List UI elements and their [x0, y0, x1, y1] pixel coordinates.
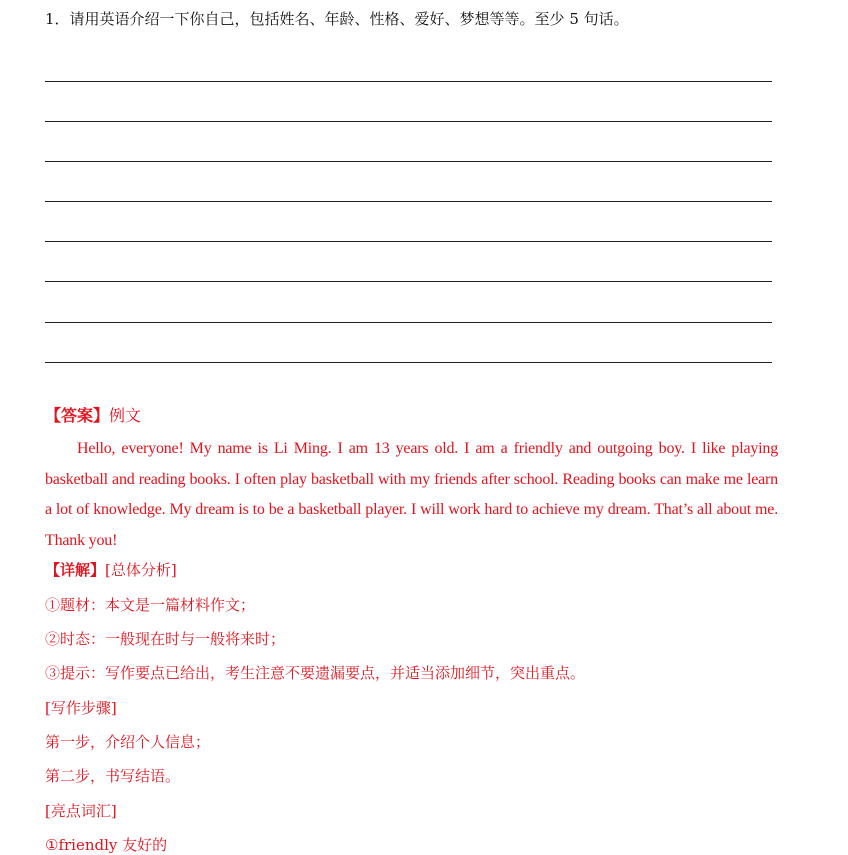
sample-essay: Hello, everyone! My name is Li Ming. I am 13 years old. I am a friendly and outgoing boy. I like playing basketball and reading books. I often play basketball with my friends after school. Reading books can make me learn a lot of knowledge. My dream is to be a basketball player. I will work hard to achieve my dream. That’s all about me. Thank you!: [45, 440, 778, 549]
answer-writing-line: [45, 322, 772, 323]
detail-section-heading: [亮点词汇]: [45, 802, 117, 820]
detail-item: 第二步，书写结语。: [45, 767, 181, 785]
answer-writing-line: [45, 281, 772, 282]
detail-section-heading: [写作步骤]: [45, 699, 117, 717]
answer-writing-line: [45, 362, 772, 363]
detail-heading: [45, 559, 177, 580]
answer-type: 例文: [109, 406, 142, 425]
question-text: 1．请用英语介绍一下你自己，包括姓名、年龄、性格、爱好、梦想等等。至少 5 句话。: [45, 10, 629, 28]
answer-writing-line: [45, 161, 772, 162]
answer-writing-line: [45, 121, 772, 122]
detail-item: ①friendly 友好的: [45, 836, 168, 854]
answer-writing-line: [45, 201, 772, 202]
detail-item: 第一步，介绍个人信息；: [45, 733, 211, 751]
detail-item: ①题材：本文是一篇材料作文；: [45, 596, 256, 614]
answer-writing-line: [45, 81, 772, 82]
answer-heading: [45, 403, 141, 426]
detail-item: ②时态：一般现在时与一般将来时；: [45, 630, 286, 648]
detail-label: 【详解】: [45, 561, 106, 579]
detail-item: ③提示：写作要点已给出，考生注意不要遗漏要点，并适当添加细节，突出重点。: [45, 664, 586, 682]
answer-writing-line: [45, 241, 772, 242]
detail-heading-text: [总体分析]: [105, 561, 177, 579]
answer-label: 【答案】: [45, 406, 110, 425]
